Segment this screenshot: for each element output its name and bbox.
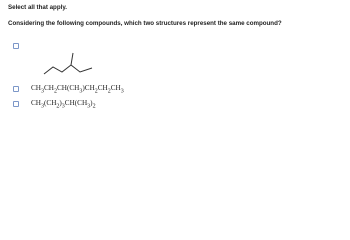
instruction-text: Select all that apply. bbox=[8, 4, 68, 11]
question-text: Considering the following compounds, which two structures represent the same compound? bbox=[8, 20, 282, 27]
option-3-formula: $CH_3(CH_2)_3CH(CH_3)_2$ bbox=[31, 99, 96, 110]
skeletal-structure-image bbox=[40, 48, 100, 78]
option-2-formula: $CH_3CH_2CH(CH_3)CH_2CH_2CH_3$ bbox=[31, 84, 124, 95]
option-1-checkbox[interactable] bbox=[13, 43, 19, 49]
option-2-checkbox[interactable] bbox=[13, 86, 19, 92]
option-3-checkbox[interactable] bbox=[13, 101, 19, 107]
